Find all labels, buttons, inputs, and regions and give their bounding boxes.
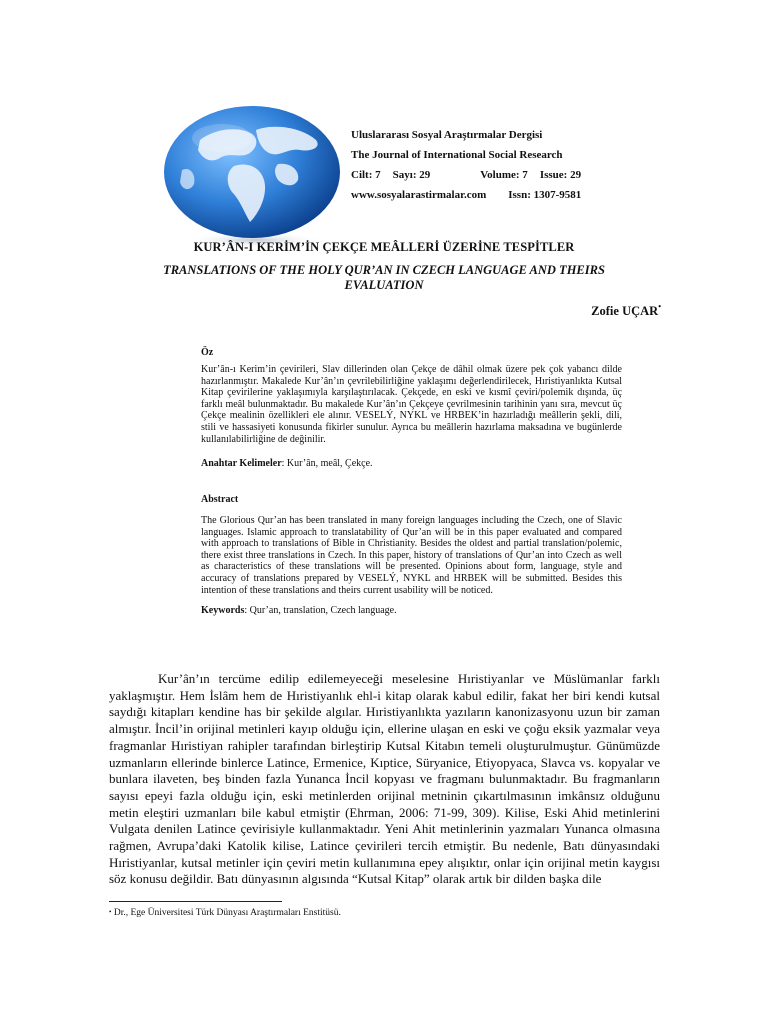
abstract-heading: Abstract [201,494,239,505]
footnote-mark: • [109,908,112,916]
journal-issue-line [351,165,581,185]
journal-info [351,125,581,205]
sayi: Sayı: 29 [392,169,431,181]
author-name: Zofie UÇAR [591,304,659,318]
body-paragraph: Kur’ân’ın tercüme edilip edilemeyeceği meselesine Hıristiyanlar ve Müslümanlar farklı yaklaşmıştır. Hem İslâm hem de Hıristiyanlık ehl-i kitap olarak kabul edilir, fakat her biri kendi kutsal saydığı kitapları kendine has bir şekilde algılar. Hıristiyanlıkta yazıların kanonizasyonu uzun bir zaman almıştır. İncil’in orijinal metinleri kayıp olduğu için, ellerine ulaşan en eski ve çoğu eksik yazmalar veya fragmanlar Hıristiyan rahipler tarafından birleştirip Kutsal Kitabın temeli oluşturulmuştur. Günümüzde uzmanların ellerinde binlerce Latince, Ermenice, Kıptice, Süryanice, Etiyopyaca, Slavca vs. kopyalar ve bunlara ilaveten, beş binden fazla Yunanca İncil kopyası ve fragmanı bulunmaktadır. Bu fragmanların sayısı epeyi fazla olduğu için, eski metinlerden orijinal metninin çıkartılmasının imkânsız olduğunu metin eleştiri uzmanları bile kabul etmiştir (Ehrman, 2006: 71-99, 309). Kilise, Eski Ahid metinlerini Vulgata denilen Latince çevirisiyle kullanmaktadır. Yeni Ahit metinlerinin yazmaları Yunanca olmasına rağmen, Avrupa’daki Katolik kilise, Latince çevirileri tercih etmiştir. Bu nedenle, Batı dünyasındaki Hıristiyanlar, kutsal metinler için çeviri metin kullanımına epey alışıktır, onlar için orijinal metin kaygısı söz konusu değildir. Batı dünyasının algısında “Kutsal Kitap” olarak artık bir dilden başka dile [109,671,660,887]
footnote-divider [109,901,282,902]
article-title-tr: KUR’ÂN-I KERİM’İN ÇEKÇE MEÂLLERİ ÜZERİNE TESPİTLER [193,240,575,254]
abstract-keywords-label: Keywords [201,605,245,616]
journal-web-line [351,185,581,205]
oz-heading: Öz [201,347,214,358]
footnote [109,908,341,918]
journal-title-en: The Journal of International Social Research [351,149,563,161]
oz-text: Kur’ân-ı Kerim’in çevirileri, Slav dillerinden olan Çekçe de dâhil olmak üzere pek çok yabancı dilde hazırlanmıştır. Makalede Kur’ân’ın çevrilebilirliğine yaklaşımı değerlendirilecek, Hıristiyanlıkta Kutsal Kitap çevirilerine yaklaşımıyla karşılaştırılacak. Çekçede, en eski ve kısmî çeviri/polemik dışında, üç farklı meâl bulunmaktadır. Bu makalede Kur’ân’ın Çekçeye çevrilmesinin tarihinin yanı sıra, mevcut üç Çekçe mealinin özellikleri ele alınır. VESELÝ, NYKL ve HRBEK’in hazırladığı meâllerin şekli, dili, stili ve hassasiyeti konusunda fikirler sunulur. Ayrıca bu meâllerin hazırlama maksadına ve bugünlerde kullanılabilirliğine de değinilir. [201,364,622,445]
oz-keywords [201,458,373,469]
author-footnote-mark: • [658,302,661,311]
abstract-text: The Glorious Qur’an has been translated in many foreign languages including the Czech, one of Slavic languages. Islamic approach to translatability of Qur’an will be in this paper evaluated and compared with approach to translations of Bible in Christianity. Besides the oldest and partial translation/polemic, there exist three translations in Czech. In this paper, history of translations of Qur’an into Czech as well as characteristics of these translations will be presented. Opinions about form, language, style and accuracy of translations prepared by VESELÝ, NYKL and HRBEK will be submitted. Besides this intention of these translations and theirs current usability will be noticed. [201,515,622,596]
journal-title-tr: Uluslararası Sosyal Araştırmalar Dergisi [351,129,543,141]
footnote-text: Dr., Ege Üniversitesi Türk Dünyası Araştırmaları Enstitüsü. [111,908,341,918]
issue: Issue: 29 [539,169,582,181]
abstract-keywords-text: : Qur’an, translation, Czech language. [244,605,397,616]
website-link[interactable]: www.sosyalarastirmalar.com [351,189,487,201]
author [591,304,661,319]
oz-keywords-text: : Kur’ân, meâl, Çekçe. [281,458,373,469]
body-text [109,671,660,888]
cilt: Cilt: 7 [351,169,381,181]
globe-logo-icon [160,100,344,250]
issn: Issn: 1307-9581 [508,189,582,201]
abstract-keywords [201,605,397,616]
volume: Volume: 7 [480,169,528,181]
oz-keywords-label: Anahtar Kelimeler [201,458,282,469]
article-title-en: TRANSLATIONS OF THE HOLY QUR’AN IN CZECH LANGUAGE AND THEIRS EVALUATION [163,263,605,292]
